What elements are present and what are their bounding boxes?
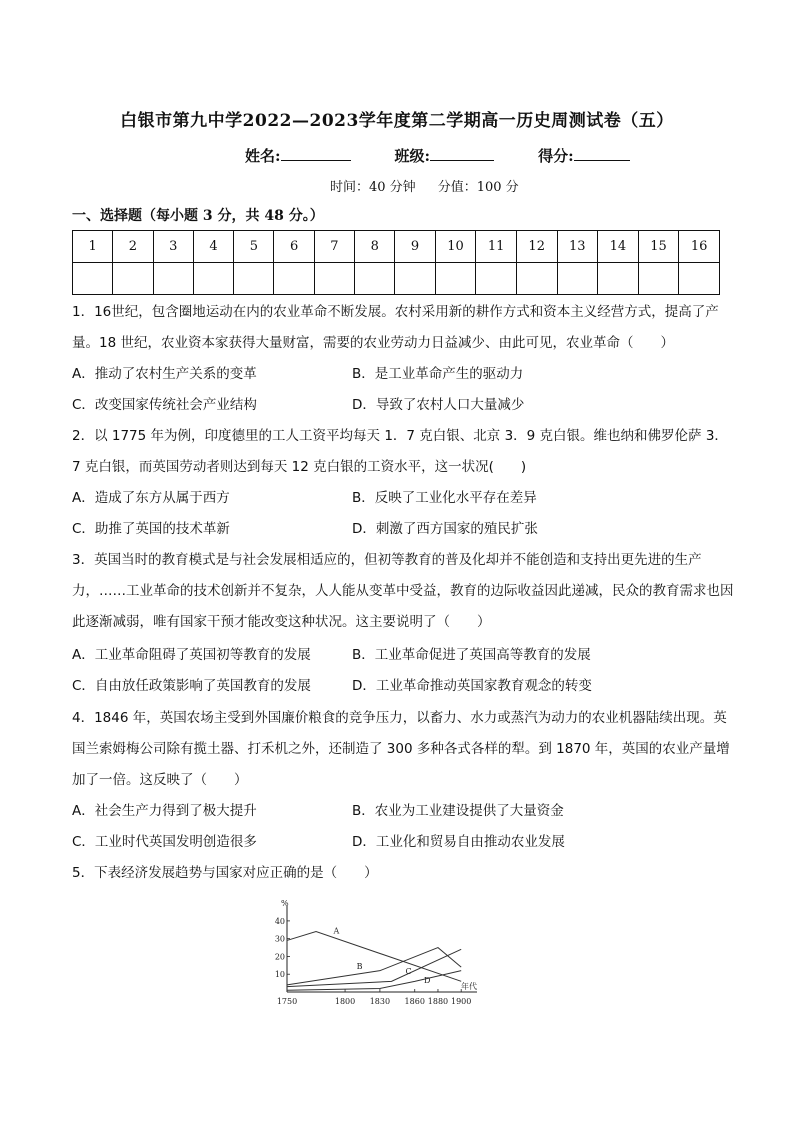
answer-input-cell[interactable] [73, 263, 113, 295]
option[interactable]: B．农业为工业建设提供了大量资金 [352, 803, 564, 819]
answer-input-cell[interactable] [679, 263, 720, 295]
answer-number-cell: 5 [234, 231, 274, 263]
answer-input-cell[interactable] [598, 263, 639, 295]
option[interactable]: B．工业革命促进了英国高等教育的发展 [352, 647, 591, 663]
option[interactable]: C．工业时代英国发明创造很多 [72, 834, 257, 850]
name-blank[interactable] [281, 146, 351, 161]
y-tick-label: 10 [274, 970, 285, 980]
answer-input-cell[interactable] [193, 263, 233, 295]
question-3-stem: 3．英国当时的教育模式是与社会发展相适应的，但初等教育的普及化却并不能创造和支持出更先进的生产力，……工业革命的技术创新并不复杂，人人能从变革中受益，教育的边际收益因此递减，民众的教育需求也因此逐渐减弱，唯有国家干预才能改变这种状况。这主要说明了（ ） [72, 552, 734, 630]
option[interactable]: A．造成了东方从属于西方 [72, 490, 230, 506]
answer-number-cell: 16 [679, 231, 720, 263]
answer-number-row [73, 231, 720, 263]
question-1-options [72, 359, 722, 421]
y-tick-label: 40 [274, 916, 285, 926]
x-tick-label: 1880 [427, 997, 449, 1006]
answer-input-cell[interactable] [638, 263, 679, 295]
answer-number-cell: 14 [598, 231, 639, 263]
option[interactable]: B．是工业革命产生的驱动力 [352, 366, 524, 382]
series-label-a: A [333, 926, 340, 936]
x-tick-label: 1860 [404, 997, 425, 1006]
question-1-stem: 1．16世纪，包含圈地运动在内的农业革命不断发展。农村采用新的耕作方式和资本主义经营方式，提高了产量。18 世纪，农业资本家获得大量财富，需要的农业劳动力日益减少、由此可见，农业革命（ ） [72, 304, 719, 351]
question-2-options [72, 483, 722, 545]
x-tick-label: 1800 [334, 997, 356, 1006]
answer-input-cell[interactable] [314, 263, 354, 295]
series-line-b [287, 948, 461, 985]
y-axis-label: % [281, 900, 289, 908]
option[interactable]: B．反映了工业化水平存在差异 [352, 490, 537, 506]
name-label: 姓名: [245, 147, 281, 165]
answer-number-cell: 13 [557, 231, 598, 263]
option[interactable]: C．改变国家传统社会产业结构 [72, 397, 257, 413]
answer-input-row [73, 263, 720, 295]
answer-input-cell[interactable] [355, 263, 395, 295]
class-label: 班级: [394, 147, 431, 165]
option[interactable]: A．推动了农村生产关系的变革 [72, 366, 257, 382]
answer-number-cell: 7 [314, 231, 354, 263]
score-total-text: 分值：100 分 [437, 180, 519, 195]
score-label: 得分: [538, 147, 574, 165]
series-label-b: B [356, 961, 363, 971]
option[interactable]: A．工业革命阻碍了英国初等教育的发展 [72, 647, 311, 663]
student-info-row [245, 145, 674, 166]
y-tick-label: 30 [274, 934, 285, 944]
question-3-options [72, 640, 722, 702]
option[interactable]: C．助推了英国的技术革新 [72, 521, 230, 537]
answer-number-cell: 2 [113, 231, 153, 263]
option[interactable]: D．刺激了西方国家的殖民扩张 [352, 521, 538, 537]
series-label-d: D [424, 976, 431, 986]
y-tick-label: 20 [274, 952, 285, 962]
answer-input-cell[interactable] [395, 263, 435, 295]
answer-number-cell: 9 [395, 231, 435, 263]
answer-number-cell: 10 [435, 231, 476, 263]
exam-title: 白银市第九中学2022—2023学年度第二学期高一历史周测试卷（五） [120, 111, 674, 131]
option[interactable]: D．工业革命推动英国家教育观念的转变 [352, 678, 592, 694]
name-field[interactable] [245, 145, 351, 166]
x-axis-label: 年代 [461, 982, 477, 991]
answer-input-cell[interactable] [274, 263, 314, 295]
answer-number-cell: 3 [153, 231, 193, 263]
x-tick-label: 1900 [451, 997, 472, 1006]
answer-number-cell: 6 [274, 231, 314, 263]
answer-input-cell[interactable] [113, 263, 153, 295]
option[interactable]: C．自由放任政策影响了英国教育的发展 [72, 678, 311, 694]
question-2-stem: 2．以 1775 年为例，印度德里的工人工资平均每天 1．7 克白银、北京 3．9 克白银。维也纳和佛罗伦萨 3．7 克白银，而英国劳动者则达到每天 12 克白银的工资水平，这一状况( ) [72, 428, 728, 475]
answer-number-cell: 8 [355, 231, 395, 263]
score-blank[interactable] [574, 146, 630, 161]
x-tick-label: 1830 [369, 997, 391, 1006]
answer-table [72, 230, 720, 295]
option[interactable]: D．导致了农村人口大量减少 [352, 397, 525, 413]
class-blank[interactable] [430, 146, 494, 161]
x-tick-label: 1750 [276, 997, 298, 1006]
answer-number-cell: 1 [73, 231, 113, 263]
time-text: 时间：40 分钟 [330, 180, 416, 195]
answer-number-cell: 11 [476, 231, 517, 263]
series-label-c: C [405, 967, 412, 977]
answer-input-cell[interactable] [153, 263, 193, 295]
answer-input-cell[interactable] [516, 263, 557, 295]
section-heading: 一、选择题（每小题 3 分，共 48 分。） [72, 208, 324, 224]
option[interactable]: A．社会生产力得到了极大提升 [72, 803, 257, 819]
series-line-a [287, 932, 461, 982]
question-5-stem: 5．下表经济发展趋势与国家对应正确的是（ ） [72, 865, 378, 881]
answer-input-cell[interactable] [557, 263, 598, 295]
option[interactable]: D．工业化和贸易自由推动农业发展 [352, 834, 565, 850]
score-field[interactable] [538, 145, 630, 166]
question-4-options [72, 796, 722, 858]
answer-input-cell[interactable] [435, 263, 476, 295]
answer-number-cell: 12 [516, 231, 557, 263]
question-4-stem: 4．1846 年，英国农场主受到外国廉价粮食的竞争压力，以畜力、水力或蒸汽为动力的农业机器陆续出现。英国兰索姆梅公司除有揽土器、打禾机之外，还制造了 300 多种各式各样的犁。到 1870 年，英国的农业产量增加了一倍。这反映了（ ） [72, 710, 730, 788]
answer-number-cell: 4 [193, 231, 233, 263]
time-row [330, 176, 541, 195]
class-field[interactable] [395, 145, 495, 166]
answer-input-cell[interactable] [234, 263, 274, 295]
answer-input-cell[interactable] [476, 263, 517, 295]
economic-trend-chart [272, 900, 502, 1015]
answer-number-cell: 15 [638, 231, 679, 263]
